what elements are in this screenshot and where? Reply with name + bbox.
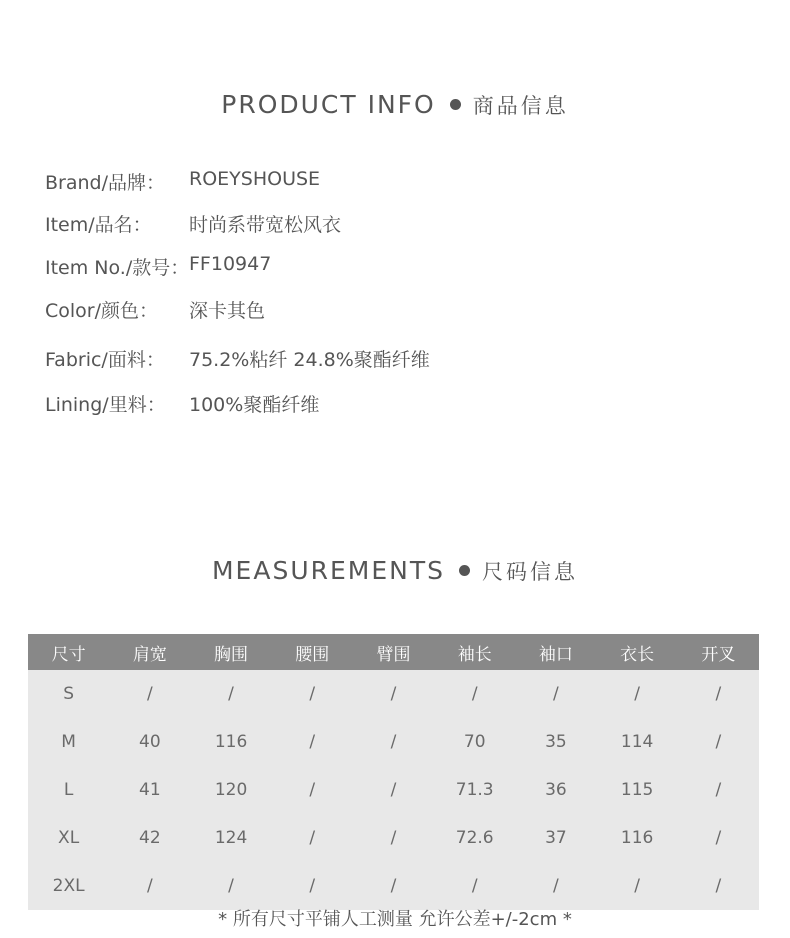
table-cell: / [146, 684, 153, 704]
header-cell: 袖口 [515, 634, 596, 670]
table-cell: / [634, 684, 640, 704]
table-cell: / [390, 780, 397, 800]
header-cell: 腰围 [272, 634, 353, 670]
bullet-dot-icon [459, 565, 470, 576]
table-cell: 40 [139, 732, 161, 752]
table-cell: 116 [620, 828, 654, 848]
table-cell: 116 [214, 732, 248, 752]
header-cell: 袖长 [434, 634, 515, 670]
measurements-title-en: MEASUREMENTS [211, 556, 445, 585]
table-row [28, 718, 759, 766]
table-cell: XL [58, 828, 80, 848]
info-label: Brand/品牌： [45, 172, 165, 194]
header-cell: 臂围 [353, 634, 434, 670]
table-cell: 37 [545, 828, 567, 848]
table-cell: M [61, 732, 76, 752]
table-cell: 124 [214, 828, 248, 848]
product-info-title-en: PRODUCT INFO [221, 90, 436, 119]
table-cell: / [715, 780, 722, 800]
table-cell: 41 [139, 780, 161, 800]
measurements-title-cn: 尺码信息 [482, 560, 578, 584]
table-cell: 114 [620, 732, 654, 752]
table-cell: / [309, 732, 316, 752]
table-cell: / [715, 732, 722, 752]
header-cell: 尺寸 [28, 634, 109, 670]
info-label: Item/品名： [45, 214, 152, 236]
info-value: FF10947 [189, 253, 272, 275]
info-value: 深卡其色 [189, 300, 266, 322]
table-cell: / [390, 684, 397, 704]
table-cell: 120 [214, 780, 248, 800]
table-cell: / [228, 684, 234, 704]
table-row [28, 814, 759, 862]
table-row [28, 766, 759, 814]
table-cell: 70 [463, 732, 486, 752]
table-cell: 36 [545, 780, 567, 800]
info-label: Item No./款号： [45, 257, 190, 279]
info-value: 100%聚酯纤维 [189, 394, 320, 416]
table-cell: / [715, 876, 722, 896]
info-value: ROEYSHOUSE [189, 168, 321, 190]
table-row [28, 670, 759, 718]
table-cell: / [715, 828, 722, 848]
info-label: Color/颜色： [45, 300, 159, 322]
table-cell: / [390, 876, 397, 896]
table-cell: 115 [620, 780, 654, 800]
header-cell: 胸围 [190, 634, 271, 670]
table-row [28, 862, 759, 910]
table-cell: / [309, 828, 316, 848]
info-label: Fabric/面料： [45, 349, 165, 371]
table-cell: L [63, 780, 74, 800]
table-cell: S [63, 684, 74, 704]
table-cell: 35 [545, 732, 567, 752]
table-cell: / [634, 876, 640, 896]
table-cell: 72.6 [455, 828, 494, 848]
table-cell: 42 [139, 828, 161, 848]
info-value: 时尚系带宽松风衣 [189, 214, 342, 236]
table-cell: 71.3 [455, 780, 494, 800]
table-cell: / [471, 876, 478, 896]
measurements-title [0, 556, 790, 586]
table-cell: / [309, 780, 316, 800]
header-cell: 衣长 [597, 634, 678, 670]
measurement-note: * 所有尺寸平铺人工测量 允许公差+/-2cm * [218, 909, 572, 930]
table-cell: / [309, 684, 316, 704]
table-cell: / [471, 684, 478, 704]
table-cell: / [553, 876, 559, 896]
table-cell: / [146, 876, 153, 896]
table-cell: 2XL [52, 876, 85, 896]
header-cell: 开叉 [678, 634, 759, 670]
table-cell: / [390, 732, 397, 752]
size-table [28, 634, 759, 910]
size-table-header [28, 634, 759, 670]
product-info-title-cn: 商品信息 [472, 94, 569, 118]
info-value: 75.2%粘纤 24.8%聚酯纤维 [189, 349, 430, 371]
table-cell: / [715, 684, 722, 704]
bullet-dot-icon [450, 99, 461, 110]
product-info-title [0, 90, 790, 120]
table-cell: / [228, 876, 234, 896]
header-cell: 肩宽 [109, 634, 190, 670]
table-cell: / [553, 684, 559, 704]
info-label: Lining/里料： [45, 394, 166, 416]
table-cell: / [309, 876, 316, 896]
table-cell: / [390, 828, 397, 848]
